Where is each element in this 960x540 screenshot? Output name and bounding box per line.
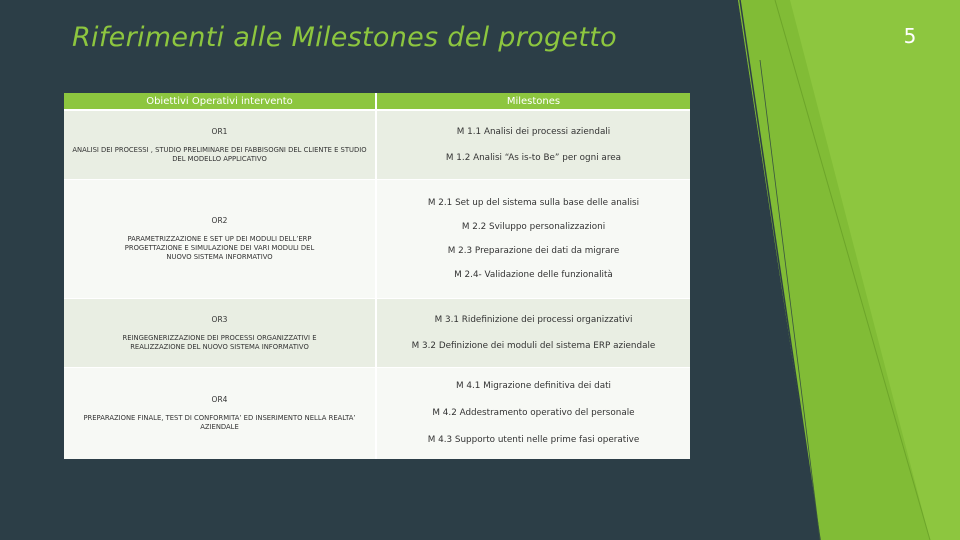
milestone-item: M 2.1 Set up del sistema sulla base delle analisi <box>427 197 640 208</box>
objective-code: OR3 <box>211 314 228 324</box>
objective-cell <box>64 367 377 459</box>
table-header-row <box>64 93 690 110</box>
milestones-cell <box>377 179 690 298</box>
milestone-item: M 1.1 Analisi dei processi aziendali <box>456 126 611 137</box>
slide-title: Riferimenti alle Milestones del progetto <box>72 22 617 53</box>
objective-code: OR2 <box>211 216 228 225</box>
milestone-item: M 2.3 Preparazione dei dati da migrare <box>447 245 620 256</box>
milestones-table <box>64 93 690 459</box>
objective-cell <box>64 179 377 298</box>
page-number: 5 <box>903 24 917 48</box>
milestones-cell <box>377 110 690 179</box>
table-row <box>64 298 690 367</box>
milestones-cell <box>377 367 690 459</box>
objective-description: REINGEGNERIZZAZIONE DEI PROCESSI ORGANIZZATIVI E REALIZZAZIONE DEL NUOVO SISTEMA INFORMATIVO <box>122 333 317 351</box>
objective-description: PREPARAZIONE FINALE, TEST DI CONFORMITA’ ED INSERIMENTO NELLA REALTA’ AZIENDALE <box>83 414 356 431</box>
table-row <box>64 367 690 459</box>
milestone-item: M 4.3 Supporto utenti nelle prime fasi operative <box>427 435 640 445</box>
milestone-item: M 4.1 Migrazione definitiva dei dati <box>456 381 611 391</box>
milestone-item: M 4.2 Addestramento operativo del personale <box>432 408 635 418</box>
objective-description: PARAMETRIZZAZIONE E SET UP DEI MODULI DELL’ERP PROGETTAZIONE E SIMULAZIONE DEI VARI MODULI DEL NUOVO SISTEMA INFORMATIVO <box>124 235 315 261</box>
milestone-item: M 2.4- Validazione delle funzionalità <box>454 269 613 280</box>
header-objectives: Obiettivi Operativi intervento <box>64 93 377 110</box>
objective-description: ANALISI DEI PROCESSI , STUDIO PRELIMINARE DEI FABBISOGNI DEL CLIENTE E STUDIO DEL MODELLO APPLICATIVO <box>72 145 367 163</box>
table-row <box>64 179 690 298</box>
table-row <box>64 110 690 179</box>
objective-code: OR4 <box>211 395 228 404</box>
objective-cell <box>64 110 377 179</box>
milestone-item: M 1.2 Analisi “As is-to Be” per ogni area <box>445 152 622 163</box>
header-milestones: Milestones <box>377 93 690 110</box>
milestone-item: M 3.2 Definizione dei moduli del sistema ERP aziendale <box>411 340 656 351</box>
objective-code: OR1 <box>211 126 228 136</box>
milestone-item: M 3.1 Ridefinizione dei processi organizzativi <box>434 314 633 325</box>
milestones-cell <box>377 298 690 367</box>
objective-cell <box>64 298 377 367</box>
milestones-table-container <box>64 93 690 459</box>
milestone-item: M 2.2 Sviluppo personalizzazioni <box>461 221 606 232</box>
